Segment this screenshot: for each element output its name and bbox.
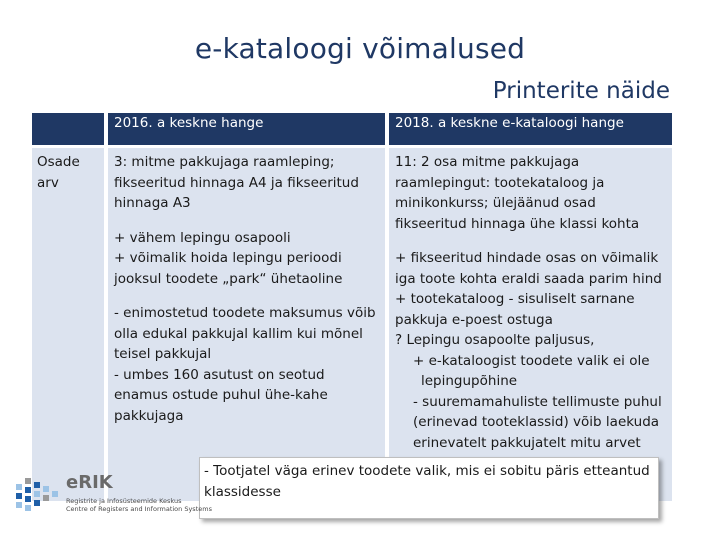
logo-caption-line1: Registrite ja Infosüsteemide Keskus [66,497,182,505]
cell-2018-pros: + fikseeritud hindade osas on võimalik iga toote kohta eraldi saada parim hind + tootekataloog - sisuliselt sarnane pakkuja e-poest ostuga ? Lepingu osapoolte paljusus, [395,250,662,349]
erik-logo-icon [14,474,64,524]
header-cell-2018: 2018. a keskne e-kataloogi hange [387,113,672,147]
table-row [32,147,672,502]
cell-2016-parts [114,152,379,214]
cell-2018-parts [395,152,668,234]
logo-name: eRIK [66,472,113,493]
cell-2016-pros: + vähem lepingu osapooli + võimalik hoida lepingu perioodi jooksul toodete „park“ ühetaoline [114,229,343,287]
header-cell-2016: 2016. a keskne hange [106,113,387,147]
cell-2018-point-c: - suuremamahuliste tellimuste puhul [413,393,662,410]
comparison-table [32,113,672,501]
parts-count-2018: 11 [395,154,413,170]
cell-2018-point-a: + e-kataloogist toodete valik ei ole [413,352,650,369]
cell-2018-point-d: (erinevad tooteklassid) võib laekuda erinevatelt pakkujatelt mitu arvet [413,414,660,451]
note-box: - Tootjatel väga erinev toodete valik, mis ei sobitu päris etteantud klassidesse [199,457,659,519]
row-label: Osade arv [37,154,80,191]
logo-caption-line2: Centre of Registers and Information Systems [66,505,212,514]
page-subtitle: Printerite näide [492,78,670,104]
parts-count-2016: 3 [114,154,123,170]
table-header-row [32,113,672,147]
page-title: e-kataloogi võimalused [194,32,526,65]
erik-logo [14,472,212,524]
cell-2018 [387,147,672,502]
cell-2018-point-b: lepingupõhine [421,373,518,390]
row-label-cell [32,147,106,502]
parts-description-2016: : mitme pakkujaga raamleping; fikseeritud hinnaga A4 ja fikseeritud hinnaga A3 [114,154,359,212]
cell-2016-cons: - enimostetud toodete maksumus võib olla edukal pakkujal kallim kui mõnel teisel pakkujal - umbes 160 asutust on seotud enamus ostude puhul ühe-kahe pakkujaga [114,305,376,424]
cell-2016 [106,147,387,502]
logo-caption [66,497,212,513]
parts-description-2018: : 2 osa mitme pakkujaga raamlepingut: tootekataloog ja minikonkurss; ülejäänud osad fikseeritud hinnaga ühe klassi kohta [395,154,640,232]
header-cell-empty [32,113,106,147]
